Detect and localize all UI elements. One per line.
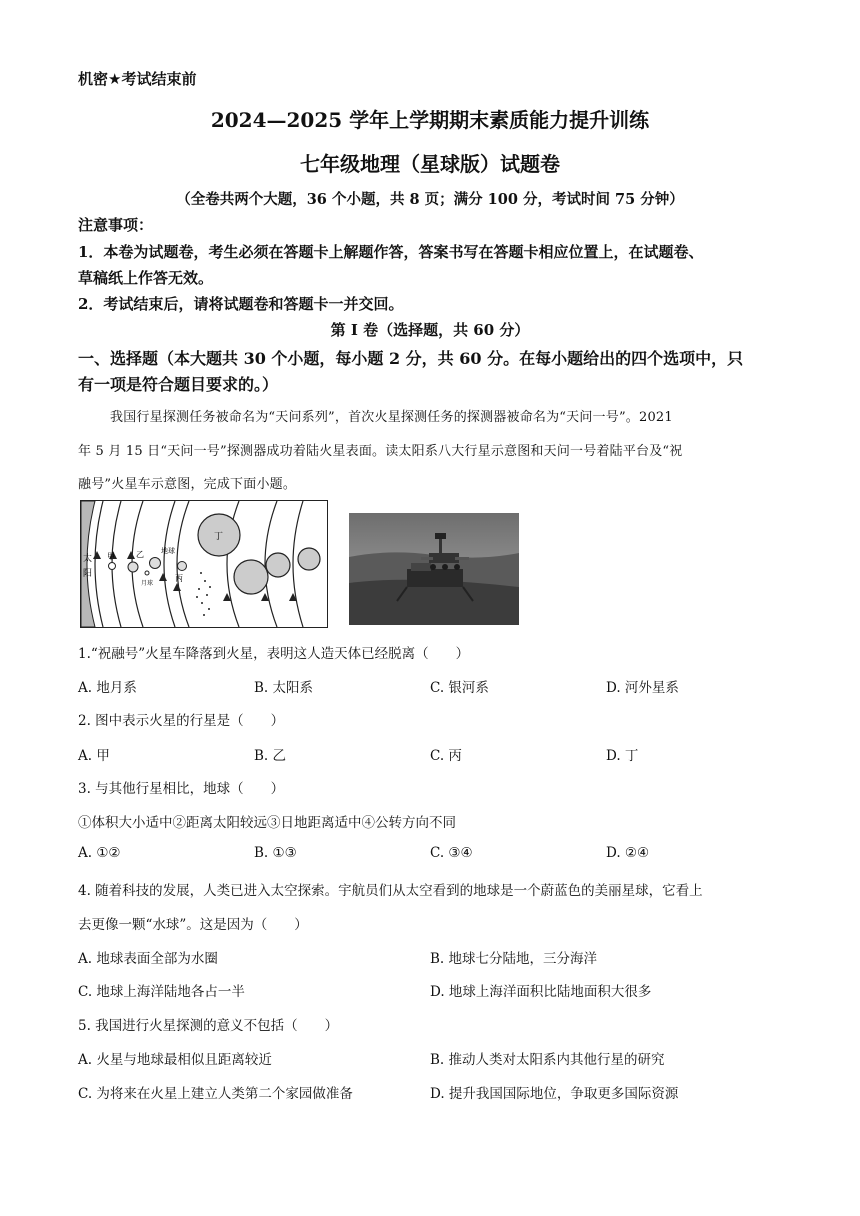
q5-option-c: C. 为将来在火星上建立人类第二个家园做准备 (78, 1086, 353, 1102)
q2-stem: 2. 图中表示火星的行星是（ ） (78, 713, 285, 729)
label-moon: 月球 (141, 580, 154, 587)
q2-option-a: A. 甲 (78, 748, 110, 764)
label-jia: 甲 (107, 552, 115, 561)
note-2: 2．考试结束后，请将试题卷和答题卡一并交回。 (78, 295, 404, 313)
q3-option-d: D. ②④ (606, 845, 650, 861)
exam-title: 2024—2025 学年上学期期末素质能力提升训练 (210, 108, 650, 132)
q4-option-b: B. 地球七分陆地，三分海洋 (430, 951, 598, 967)
exam-subtitle: 七年级地理（星球版）试题卷 (300, 152, 560, 176)
passage-line-2: 年 5 月 15 日“天问一号”探测器成功着陆火星表面。读太阳系八大行星示意图和天问一号着陆平台及“祝 (78, 444, 683, 459)
q3-option-b: B. ①③ (254, 845, 297, 861)
passage-line-3: 融号”火星车示意图，完成下面小题。 (78, 477, 297, 492)
notes-title: 注意事项： (78, 216, 154, 234)
label-sun-1: 太 (83, 554, 93, 564)
solar-system-svg (81, 501, 327, 627)
q4-option-c: C. 地球上海洋陆地各占一半 (78, 984, 245, 1000)
note-1a: 1．本卷为试题卷，考生必须在答题卡上解题作答，答案书写在答题卡相应位置上，在试题卷、 (78, 243, 704, 261)
rover-photo (349, 513, 519, 625)
q4-stem: 4. 随着科技的发展，人类已进入太空探索。宇航员们从太空看到的地球是一个蔚蓝色的美丽星球，它看上 (78, 883, 703, 899)
q2-option-b: B. 乙 (254, 748, 287, 764)
q1-option-a: A. 地月系 (78, 680, 137, 696)
q4-stem-cont: 去更像一颗“水球”。这是因为（ ） (78, 917, 308, 933)
label-earth: 地球 (161, 547, 175, 555)
q1-option-b: B. 太阳系 (254, 680, 314, 696)
label-yi: 乙 (136, 550, 144, 559)
q3-option-c: C. ③④ (430, 845, 473, 861)
label-bing: 丙 (175, 574, 183, 583)
part-heading-b: 有一项是符合题目要求的。） (78, 375, 279, 394)
q2-option-c: C. 丙 (430, 748, 462, 764)
section-title: 第 I 卷（选择题，共 60 分） (330, 321, 530, 339)
rover-photo-svg (349, 513, 519, 625)
exam-info: （全卷共两个大题，36 个小题，共 8 页；满分 100 分，考试时间 75 分钟） (176, 191, 684, 208)
confidential-label: 机密★考试结束前 (78, 70, 197, 88)
q1-option-d: D. 河外星系 (606, 680, 679, 696)
q5-option-b: B. 推动人类对太阳系内其他行星的研究 (430, 1052, 665, 1068)
q1-stem: 1.“祝融号”火星车降落到火星，表明这人造天体已经脱离（ ） (78, 646, 470, 662)
label-sun-2: 阳 (83, 569, 93, 579)
q5-stem: 5. 我国进行火星探测的意义不包括（ ） (78, 1018, 339, 1034)
q5-option-a: A. 火星与地球最相似且距离较近 (78, 1052, 272, 1068)
q2-option-d: D. 丁 (606, 748, 639, 764)
q1-option-c: C. 银河系 (430, 680, 489, 696)
passage-line-1: 我国行星探测任务被命名为“天问系列”，首次火星探测任务的探测器被命名为“天问一号”。2021 (110, 410, 673, 425)
q4-option-a: A. 地球表面全部为水圈 (78, 951, 218, 967)
q3-option-a: A. ①② (78, 845, 121, 861)
q3-stem: 3. 与其他行星相比，地球（ ） (78, 781, 285, 797)
q4-option-d: D. 地球上海洋面积比陆地面积大很多 (430, 984, 652, 1000)
solar-system-diagram (80, 500, 328, 628)
note-1b: 草稿纸上作答无效。 (78, 269, 214, 287)
label-ding: 丁 (214, 532, 224, 542)
q5-option-d: D. 提升我国国际地位，争取更多国际资源 (430, 1086, 679, 1102)
q3-statements: ①体积大小适中②距离太阳较远③日地距离适中④公转方向不同 (78, 815, 456, 831)
part-heading-a: 一、选择题（本大题共 30 个小题，每小题 2 分，共 60 分。在每小题给出的四个选项中，只 (78, 349, 744, 368)
